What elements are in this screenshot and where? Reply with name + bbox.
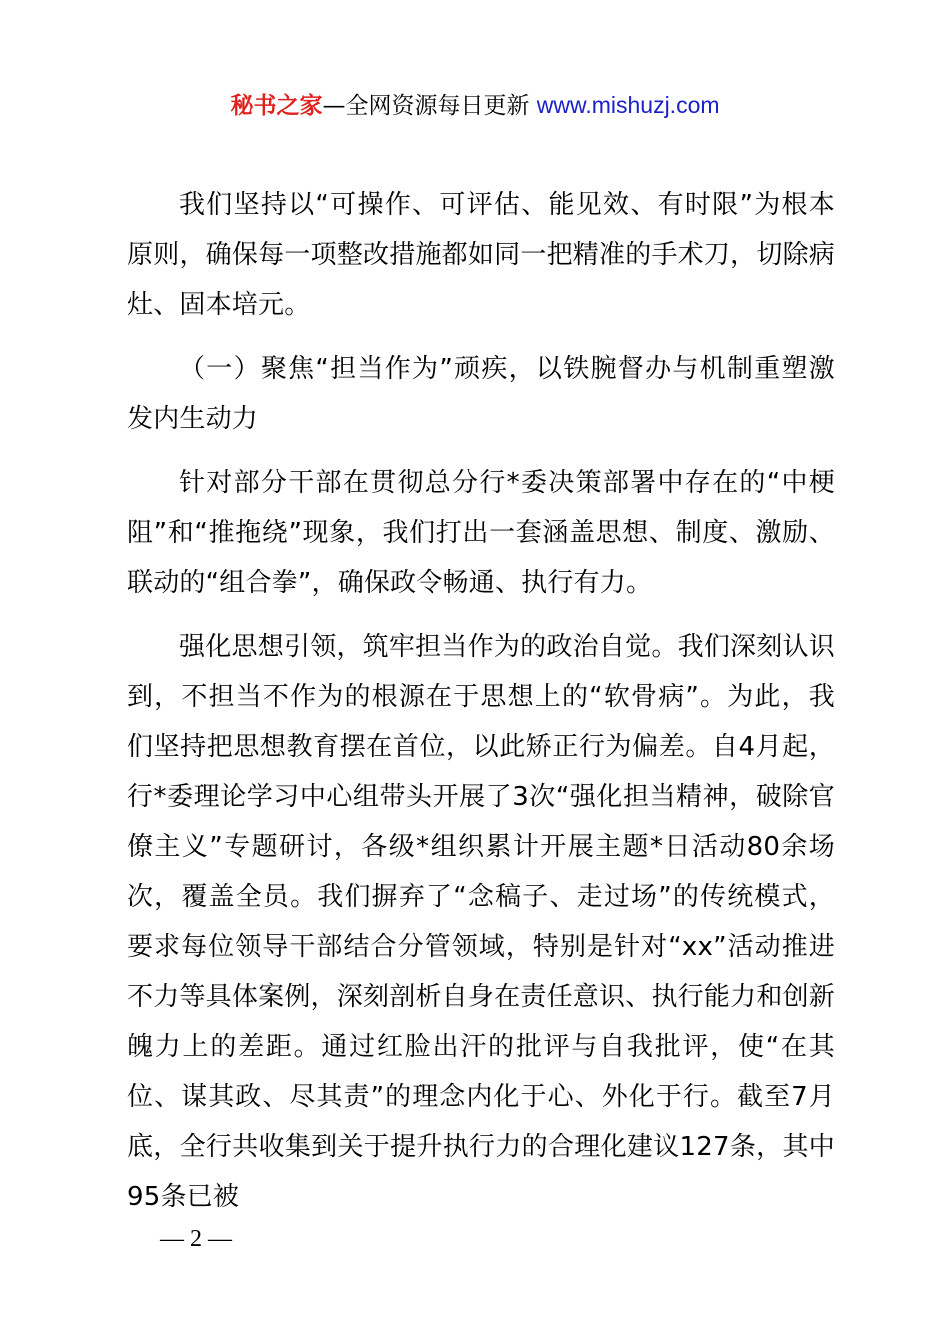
brand-name: 秘书之家	[230, 93, 323, 119]
paragraph-principle: 我们坚持以“可操作、可评估、能见效、有时限”为根本原则，确保每一项整改措施都如同一把精准的手术刀，切除病灶、固本培元。	[127, 190, 835, 320]
section-heading: （一）聚焦“担当作为”顽疾，以铁腕督办与机制重塑激发内生动力	[127, 354, 835, 434]
page-number: — 2 —	[160, 1226, 232, 1252]
header-tagline: —全网资源每日更新	[322, 93, 530, 119]
document-body	[127, 180, 835, 1236]
paragraph-thought-guidance: 强化思想引领，筑牢担当作为的政治自觉。我们深刻认识到，不担当不作为的根源在于思想上的“软骨病”。为此，我们坚持把思想教育摆在首位，以此矫正行为偏差。自4月起，行*委理论学习中心组带头开展了3次“强化担当精神，破除官僚主义”专题研讨，各级*组织累计开展主题*日活动80余场次，覆盖全员。我们摒弃了“念稿子、走过场”的传统模式，要求每位领导干部结合分管领域，特别是针对“xx”活动推进不力等具体案例，深刻剖析自身在责任意识、执行能力和创新魄力上的差距。通过红脸出汗的批评与自我批评，使“在其位、谋其政、尽其责”的理念内化于心、外化于行。截至7月底，全行共收集到关于提升执行力的合理化建议127条，其中95条已被	[127, 632, 835, 1212]
site-header	[0, 88, 950, 123]
paragraph-overview: 针对部分干部在贯彻总分行*委决策部署中存在的“中梗阻”和“推拖绕”现象，我们打出一套涵盖思想、制度、激励、联动的“组合拳”，确保政令畅通、执行有力。	[127, 468, 835, 598]
site-url-link[interactable]: www.mishuzj.com	[536, 92, 720, 118]
